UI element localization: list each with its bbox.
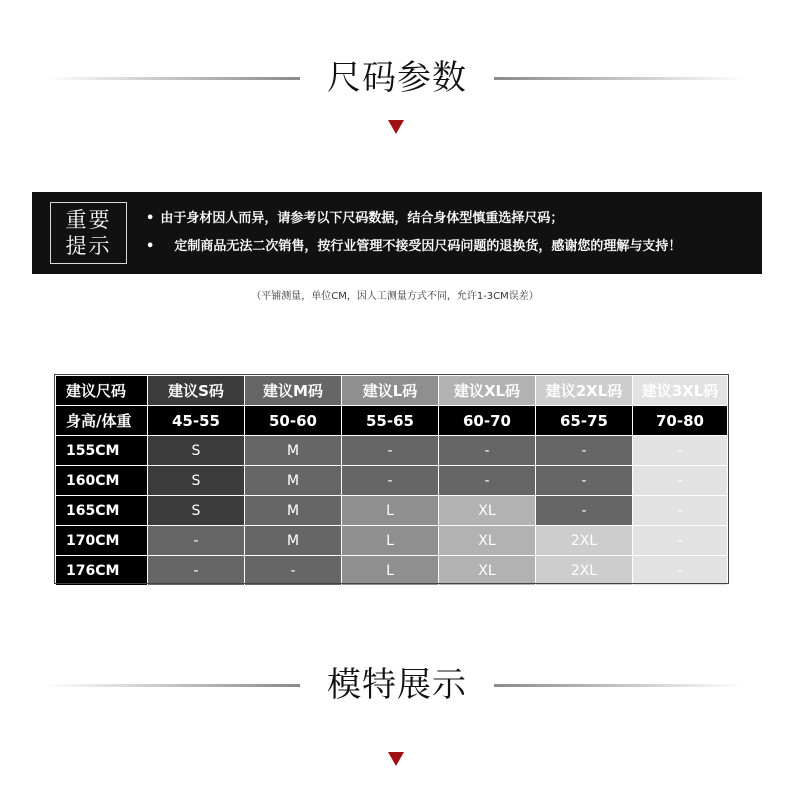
- weight-range-row: [56, 406, 728, 436]
- table-row: [56, 526, 728, 556]
- down-arrow-icon: [388, 120, 404, 134]
- bullet-icon: •: [146, 239, 155, 254]
- size-cell: M: [245, 496, 342, 526]
- model-show-title: 模特展示: [327, 665, 467, 705]
- size-header-cell: 建议尺码: [56, 376, 148, 406]
- height-cell: 155CM: [56, 436, 148, 466]
- size-cell: M: [245, 466, 342, 496]
- badge-text-bottom: 提示: [65, 234, 112, 258]
- size-cell: -: [536, 466, 633, 496]
- size-cell: -: [148, 556, 245, 586]
- size-cell: -: [342, 436, 439, 466]
- size-cell: -: [148, 526, 245, 556]
- notice-line-2-text: 定制商品无法二次销售，按行业管理不接受因尺码问题的退换货，感谢您的理解与支持！: [174, 239, 682, 254]
- size-cell: XL: [439, 556, 536, 586]
- size-cell: -: [633, 496, 728, 526]
- table-row: [56, 556, 728, 586]
- weight-range-cell: 45-55: [148, 406, 245, 436]
- notice-line-1: [146, 210, 563, 228]
- notice-line-1-text: 由于身材因人而异，请参考以下尺码数据，结合身体型慎重选择尺码；: [160, 211, 564, 226]
- size-cell: L: [342, 496, 439, 526]
- size-cell: -: [342, 466, 439, 496]
- notice-line-2: [146, 238, 681, 256]
- size-cell: 2XL: [536, 526, 633, 556]
- size-cell: -: [633, 436, 728, 466]
- size-header-cell: 建议XL码: [439, 376, 536, 406]
- heading-left-rule: [46, 684, 300, 687]
- size-params-title: 尺码参数: [327, 58, 467, 98]
- size-header-cell: 建议M码: [245, 376, 342, 406]
- important-badge: [50, 202, 127, 264]
- heading-right-rule: [494, 684, 744, 687]
- model-show-header: [0, 655, 790, 715]
- size-cell: -: [633, 526, 728, 556]
- size-cell: S: [148, 436, 245, 466]
- size-cell: -: [439, 436, 536, 466]
- size-header-cell: 建议L码: [342, 376, 439, 406]
- down-arrow-icon: [388, 752, 404, 766]
- size-cell: S: [148, 496, 245, 526]
- table-row: [56, 496, 728, 526]
- bullet-icon: •: [146, 211, 155, 226]
- size-cell: L: [342, 526, 439, 556]
- size-cell: XL: [439, 496, 536, 526]
- table-row: [56, 466, 728, 496]
- badge-text-top: 重要: [65, 208, 112, 232]
- size-table: [55, 375, 728, 586]
- size-cell: M: [245, 436, 342, 466]
- weight-range-cell: 65-75: [536, 406, 633, 436]
- weight-range-cell: 55-65: [342, 406, 439, 436]
- weight-range-cell: 50-60: [245, 406, 342, 436]
- size-cell: -: [633, 556, 728, 586]
- size-cell: -: [536, 496, 633, 526]
- weight-range-cell: 70-80: [633, 406, 728, 436]
- size-header-row: [56, 376, 728, 406]
- size-header-cell: 建议2XL码: [536, 376, 633, 406]
- size-header-cell: 建议3XL码: [633, 376, 728, 406]
- size-cell: 2XL: [536, 556, 633, 586]
- size-cell: XL: [439, 526, 536, 556]
- table-row: [56, 436, 728, 466]
- important-notice: [32, 192, 762, 274]
- size-header-cell: 建议S码: [148, 376, 245, 406]
- size-cell: -: [439, 466, 536, 496]
- size-cell: -: [536, 436, 633, 466]
- size-cell: M: [245, 526, 342, 556]
- height-cell: 170CM: [56, 526, 148, 556]
- height-cell: 176CM: [56, 556, 148, 586]
- height-cell: 165CM: [56, 496, 148, 526]
- heading-left-rule: [46, 77, 300, 80]
- size-cell: L: [342, 556, 439, 586]
- height-weight-label: 身高/体重: [56, 406, 148, 436]
- size-params-header: [0, 48, 790, 108]
- height-cell: 160CM: [56, 466, 148, 496]
- heading-right-rule: [494, 77, 744, 80]
- size-cell: -: [245, 556, 342, 586]
- weight-range-cell: 60-70: [439, 406, 536, 436]
- size-cell: S: [148, 466, 245, 496]
- measurement-note: （平铺测量，单位CM，因人工测量方式不同，允许1-3CM误差）: [251, 291, 539, 302]
- size-cell: -: [633, 466, 728, 496]
